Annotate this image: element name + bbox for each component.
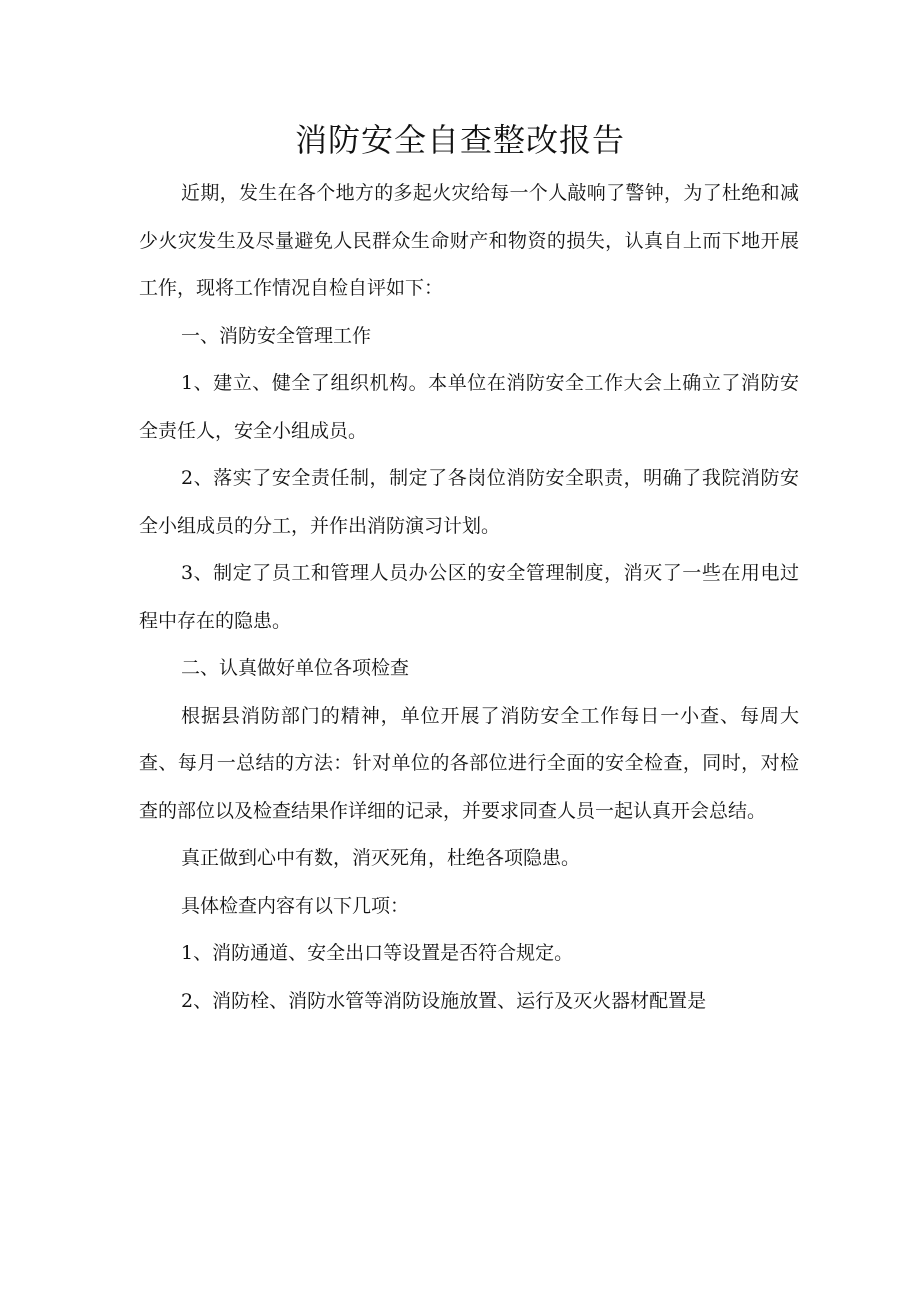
section-heading-inspection: 二、认真做好单位各项检查 — [181, 657, 410, 679]
paragraph-inspection-method: 根据县消防部门的精神，单位开展了消防安全工作每日一小查、每周大查、每月一总结的方法：针对单位的各部位进行全面的安全检查，同时，对检查的部位以及检查结果作详细的记录，并要求同查人员一起认真开会总结。 — [139, 704, 799, 822]
document-title: 消防安全自查整改报告 — [294, 121, 625, 159]
section-heading-management: 一、消防安全管理工作 — [181, 324, 372, 347]
paragraph-item-3: 3、制定了员工和管理人员办公区的安全管理制度，消灭了一些在用电过程中存在的隐患。 — [139, 562, 799, 632]
paragraph-item-2: 2、落实了安全责任制，制定了各岗位消防安全职责，明确了我院消防安全小组成员的分工，并作出消防演习计划。 — [139, 467, 799, 537]
paragraph-summary: 真正做到心中有数，消灭死角，杜绝各项隐患。 — [181, 847, 581, 869]
paragraph-item-1: 1、建立、健全了组织机构。本单位在消防安全工作大会上确立了消防安全责任人，安全小组成员。 — [139, 372, 799, 442]
checklist-item-1: 1、消防通道、安全出口等设置是否符合规定。 — [181, 942, 574, 964]
document-body — [139, 170, 799, 1025]
paragraph-intro: 近期，发生在各个地方的多起火灾给每一个人敲响了警钟，为了杜绝和减少火灾发生及尽量避免人民群众生命财产和物资的损失，认真自上而下地开展工作，现将工作情况自检自评如下： — [139, 182, 799, 299]
paragraph-checklist-intro: 具体检查内容有以下几项： — [181, 894, 410, 917]
checklist-item-2: 2、消防栓、消防水管等消防设施放置、运行及灭火器材配置是 — [181, 989, 707, 1012]
